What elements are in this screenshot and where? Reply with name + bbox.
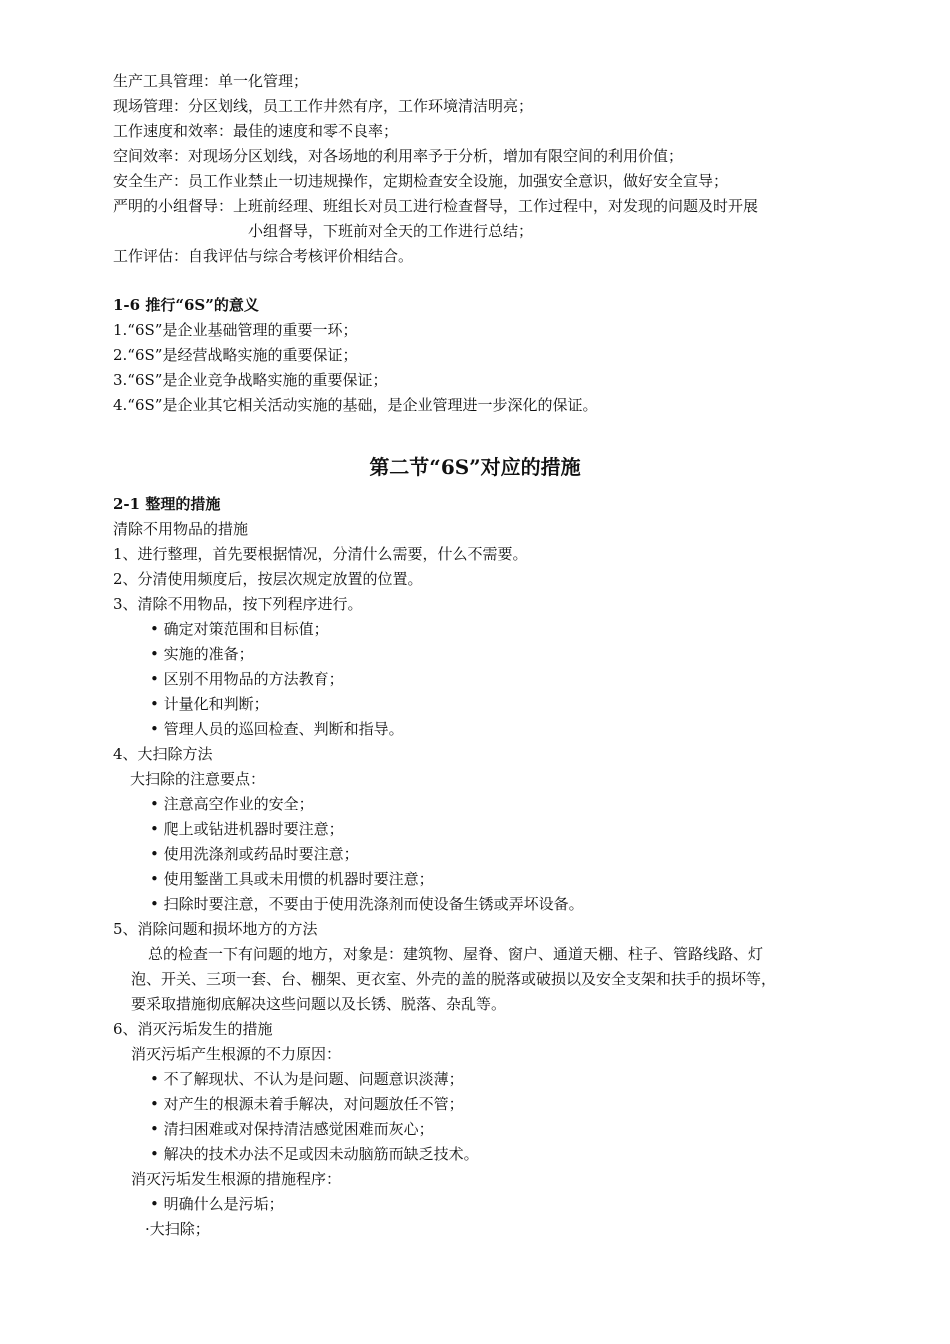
body-line: 5、消除问题和损坏地方的方法 bbox=[113, 920, 318, 938]
intro-line-2: 现场管理：分区划线，员工工作井然有序，工作环境清洁明亮； bbox=[113, 97, 534, 115]
body-line: 1、进行整理，首先要根据情况，分清什么需要，什么不需要。 bbox=[113, 545, 528, 563]
significance-item-2: 2.“6S”是经营战略实施的重要保证； bbox=[113, 346, 358, 364]
body-line: 泡、开关、三项一套、台、棚架、更衣室、外壳的盖的脱落或破损以及安全支架和扶手的损坏等， bbox=[131, 970, 777, 988]
body-line: 4、大扫除方法 bbox=[113, 745, 213, 763]
bullet-item: ·大扫除； bbox=[145, 1220, 210, 1238]
bullet-item: • 扫除时要注意，不要由于使用洗涤剂而使设备生锈或弄坏设备。 bbox=[150, 895, 584, 913]
bullet-item: • 不了解现状、不认为是问题、问题意识淡薄； bbox=[150, 1070, 464, 1088]
body-line: 3、清除不用物品，按下列程序进行。 bbox=[113, 595, 363, 613]
significance-item-1: 1.“6S”是企业基础管理的重要一环； bbox=[113, 321, 358, 339]
intro-line-4: 空间效率：对现场分区划线，对各场地的利用率予于分析，增加有限空间的利用价值； bbox=[113, 147, 684, 165]
bullet-item: • 使用錾凿工具或未用惯的机器时要注意； bbox=[150, 870, 434, 888]
bullet-item: • 注意高空作业的安全； bbox=[150, 795, 314, 813]
intro-line-6: 严明的小组督导：上班前经理、班组长对员工进行检查督导，工作过程中，对发现的问题及时开展 bbox=[113, 197, 759, 215]
section-2-title: 第二节“6S”对应的措施 bbox=[369, 455, 581, 479]
bullet-item: • 爬上或钻进机器时要注意； bbox=[150, 820, 344, 838]
body-line: 6、消灭污垢发生的措施 bbox=[113, 1020, 273, 1038]
body-line: 大扫除的注意要点： bbox=[130, 770, 266, 788]
body-line: 清除不用物品的措施 bbox=[113, 520, 249, 538]
bullet-item: • 确定对策范围和目标值； bbox=[150, 620, 329, 638]
bullet-item: • 明确什么是污垢； bbox=[150, 1195, 284, 1213]
intro-line-3: 工作速度和效率：最佳的速度和零不良率； bbox=[113, 122, 399, 140]
bullet-item: • 对产生的根源未着手解决，对问题放任不管； bbox=[150, 1095, 464, 1113]
bullet-item: • 区别不用物品的方法教育； bbox=[150, 670, 344, 688]
intro-line-7: 小组督导，下班前对全天的工作进行总结； bbox=[248, 222, 534, 240]
section-1-6-heading: 1-6 推行“6S”的意义 bbox=[113, 296, 259, 314]
section-2-1-heading: 2-1 整理的措施 bbox=[113, 495, 221, 513]
body-line: 2、分清使用频度后，按层次规定放置的位置。 bbox=[113, 570, 423, 588]
intro-line-5: 安全生产：员工作业禁止一切违规操作，定期检查安全设施，加强安全意识，做好安全宣导； bbox=[113, 172, 729, 190]
intro-line-8: 工作评估：自我评估与综合考核评价相结合。 bbox=[113, 247, 414, 265]
bullet-item: • 解决的技术办法不足或因未动脑筋而缺乏技术。 bbox=[150, 1145, 479, 1163]
intro-line-1: 生产工具管理：单一化管理； bbox=[113, 72, 309, 90]
body-line: 消灭污垢产生根源的不力原因： bbox=[131, 1045, 342, 1063]
significance-item-4: 4.“6S”是企业其它相关活动实施的基础，是企业管理进一步深化的保证。 bbox=[113, 396, 598, 414]
bullet-item: • 管理人员的巡回检查、判断和指导。 bbox=[150, 720, 404, 738]
body-line: 消灭污垢发生根源的措施程序： bbox=[131, 1170, 342, 1188]
bullet-item: • 计量化和判断； bbox=[150, 695, 269, 713]
bullet-item: • 实施的准备； bbox=[150, 645, 254, 663]
body-line: 要采取措施彻底解决这些问题以及长锈、脱落、杂乱等。 bbox=[131, 995, 507, 1013]
significance-item-3: 3.“6S”是企业竞争战略实施的重要保证； bbox=[113, 371, 388, 389]
body-line: 总的检查一下有问题的地方，对象是：建筑物、屋脊、窗户、通道天棚、柱子、管路线路、灯 bbox=[148, 945, 764, 963]
bullet-item: • 使用洗涤剂或药品时要注意； bbox=[150, 845, 359, 863]
bullet-item: • 清扫困难或对保持清洁感觉困难而灰心； bbox=[150, 1120, 434, 1138]
